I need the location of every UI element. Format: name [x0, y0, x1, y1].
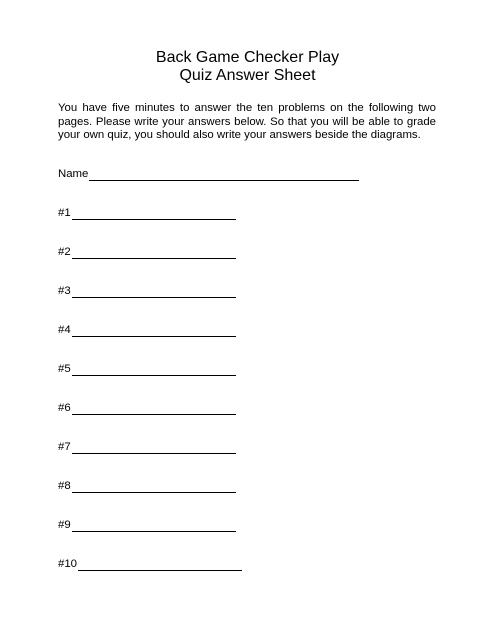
answer-label: #4 — [58, 324, 71, 336]
answer-row-3 — [58, 284, 236, 298]
answer-blank-line[interactable] — [72, 480, 236, 493]
name-label: Name — [58, 168, 89, 180]
page-title-line-2: Quiz Answer Sheet — [179, 67, 316, 84]
answer-row-7 — [58, 440, 236, 454]
answer-row-5 — [58, 362, 236, 376]
answer-label: #8 — [58, 480, 71, 492]
answer-label: #10 — [58, 558, 78, 570]
answer-blank-line[interactable] — [78, 558, 242, 571]
name-field — [58, 167, 359, 181]
instructions-paragraph: You have five minutes to answer the ten problems on the following two pages. Please write your answers below. So that you will be able to grade your own quiz, you should also write your answers beside the diagrams. — [58, 102, 436, 142]
answer-blank-line[interactable] — [72, 324, 236, 337]
answer-label: #1 — [58, 207, 71, 219]
answer-label: #9 — [58, 519, 71, 531]
page-title-line-1: Back Game Checker Play — [155, 49, 340, 66]
answer-blank-line[interactable] — [72, 441, 236, 454]
answer-blank-line[interactable] — [72, 207, 236, 220]
answer-label: #2 — [58, 246, 71, 258]
answer-row-2 — [58, 245, 236, 259]
answer-label: #5 — [58, 363, 71, 375]
answer-row-9 — [58, 518, 236, 532]
answer-blank-line[interactable] — [72, 285, 236, 298]
answer-row-1 — [58, 206, 236, 220]
answer-blank-line[interactable] — [72, 363, 236, 376]
answer-row-10 — [58, 557, 242, 571]
answer-row-6 — [58, 401, 236, 415]
name-blank-line[interactable] — [89, 168, 359, 181]
answer-label: #7 — [58, 441, 71, 453]
answer-row-4 — [58, 323, 236, 337]
answer-row-8 — [58, 479, 236, 493]
answer-blank-line[interactable] — [72, 402, 236, 415]
answer-blank-line[interactable] — [72, 246, 236, 259]
answer-label: #3 — [58, 285, 71, 297]
answer-label: #6 — [58, 402, 71, 414]
answer-blank-line[interactable] — [72, 519, 236, 532]
